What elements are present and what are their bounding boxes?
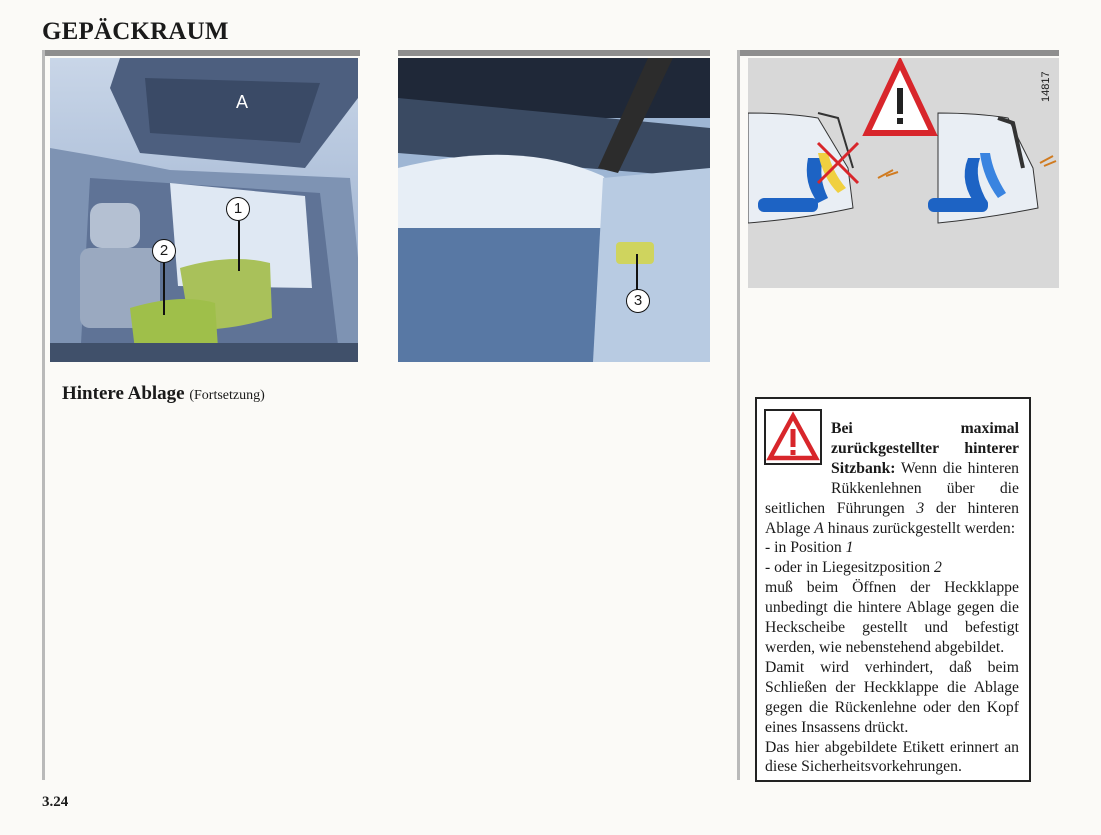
- warning-bullet-1: [765, 538, 1019, 558]
- warning-bullet-2: [765, 558, 1019, 578]
- warning-p4: Das hier abgebildete Etikett erinnert an diese Sicherheitsvorkehrungen.: [765, 738, 1019, 776]
- callout-3-label: 3: [633, 292, 643, 309]
- bullet-1-text: - in Position: [765, 539, 842, 557]
- leader-line-2: [163, 263, 165, 315]
- figure-warning-label: [748, 58, 1059, 288]
- leader-line-1: [238, 221, 240, 271]
- warning-ref-3: 3: [916, 499, 925, 517]
- warning-p1-b: der hinteren Ablage: [765, 499, 1019, 537]
- column-rule-right: [737, 50, 740, 780]
- column-rule-left: [42, 50, 45, 780]
- warning-text: [765, 419, 1019, 777]
- warning-box: [755, 397, 1031, 782]
- warning-p2: muß beim Öffnen der Heckklappe unbedingt die hintere Ablage gegen die Heckscheibe gestellt und befestigt werden, wie nebenstehend abgebildet.: [765, 579, 1019, 656]
- figure-number: 14817: [1040, 71, 1052, 102]
- section-heading: [62, 383, 265, 405]
- icon-spacer: [765, 419, 831, 492]
- top-rule-middle: [398, 50, 710, 56]
- section-heading-text: Hintere Ablage: [62, 383, 185, 404]
- callout-1-label: 1: [233, 200, 243, 217]
- top-rule-right: [737, 50, 1059, 56]
- figure-trunk-photo: [50, 58, 358, 362]
- callout-1: [226, 197, 250, 221]
- warning-intro: Bei maximal zurückgestellter hinterer Sitzbank:: [831, 420, 1019, 477]
- figure-seat-guide-photo: [398, 58, 710, 362]
- bullet-2-text: - oder in Liegesitzposition: [765, 559, 931, 577]
- bullet-2-ref: 2: [934, 559, 942, 577]
- leader-line-3: [636, 254, 638, 290]
- callout-3: [626, 289, 650, 313]
- top-rule-left: [42, 50, 360, 56]
- page-title: GEPÄCKRAUM: [42, 18, 229, 45]
- warning-p1-c: hinaus zurückgestellt werden:: [827, 519, 1016, 537]
- label-a: A: [236, 92, 249, 112]
- page-number: 3.24: [42, 794, 69, 810]
- section-heading-suffix: (Fortsetzung): [189, 388, 265, 403]
- warning-p1-a: Wenn die hinteren Rükkenlehnen über die seitlichen Führungen: [765, 459, 1020, 517]
- warning-ref-a: A: [814, 519, 824, 537]
- callout-2: [152, 239, 176, 263]
- warning-p3: Damit wird verhindert, daß beim Schließen der Heckklappe die Ablage gegen die Rückenlehne oder den Kopf eines Insassens drückt.: [765, 658, 1019, 736]
- bullet-1-ref: 1: [845, 539, 854, 557]
- callout-2-label: 2: [159, 242, 169, 259]
